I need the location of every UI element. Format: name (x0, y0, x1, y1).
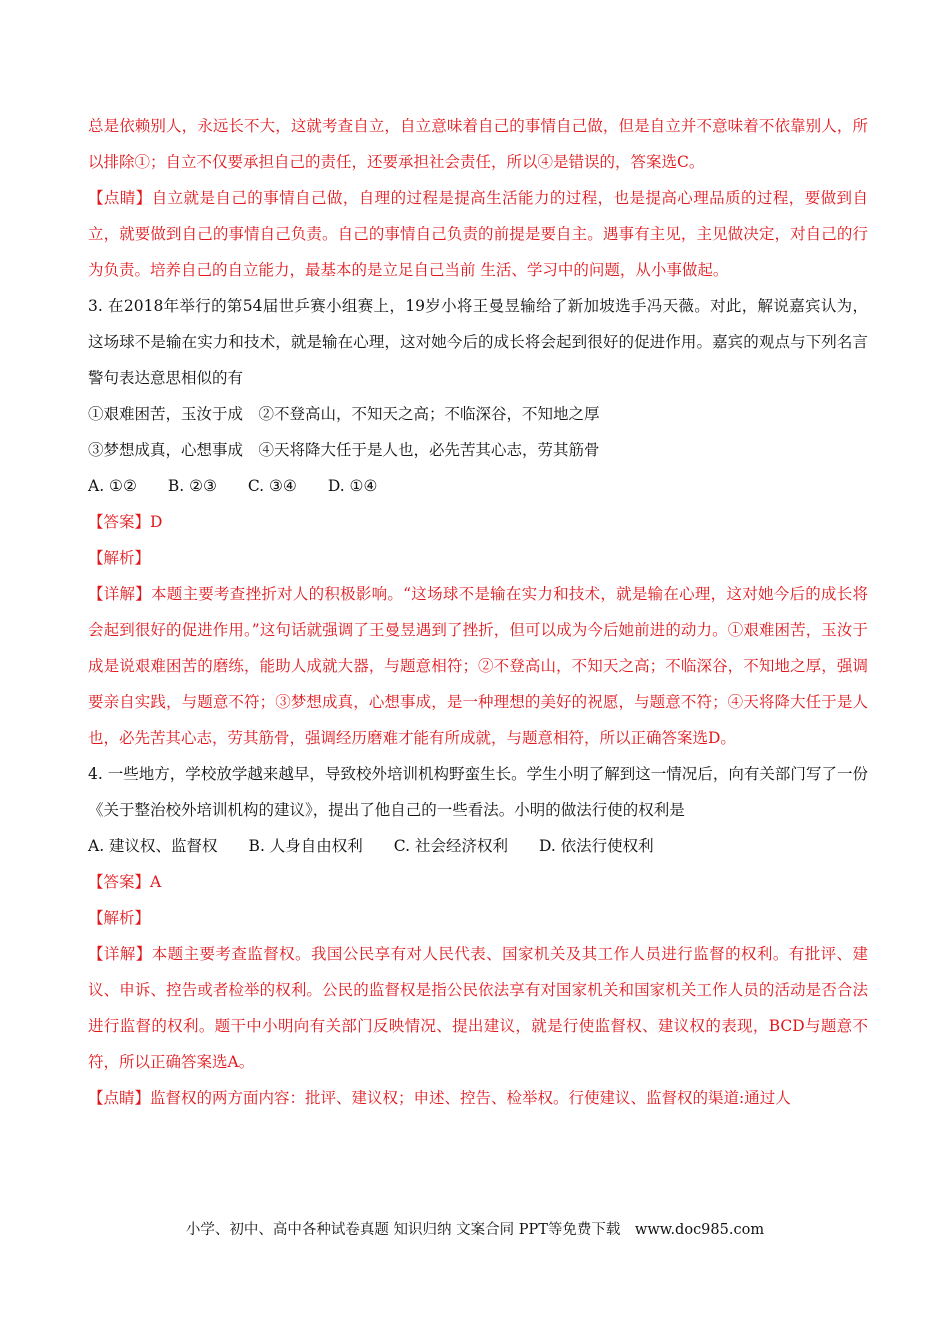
question-4-answer: 【答案】A (88, 873, 162, 891)
key-point-2: 【点睛】自立就是自己的事情自己做，自理的过程是提高生活能力的过程，也是提高心理品质的过程，要做到自立，就要做到自己的事情自己负责。自己的事情自己负责的前提是要自主。遇事有主见，主见做决定，对自己的行为负责。培养自己的自立能力，最基本的是立足自己当前 生活、学习中的问题，从小事做起。 (88, 189, 868, 279)
question-4-analysis-heading: 【解析】 (88, 909, 151, 927)
question-4-key-point: 【点睛】监督权的两方面内容：批评、建议权；申述、控告、检举权。行使建议、监督权的渠道:通过人 (88, 1089, 791, 1107)
page-footer: 小学、初中、高中各种试卷真题 知识归纳 文案合同 PPT等免费下载 www.doc985.com (185, 1222, 765, 1238)
page-content (88, 108, 868, 1116)
answer-explanation-continued: 总是依赖别人，永远长不大，这就考查自立，自立意味着自己的事情自己做，但是自立并不意味着不依靠别人，所以排除①；自立不仅要承担自己的责任，还要承担社会责任，所以④是错误的，答案选C。 (88, 117, 868, 171)
question-3-options: A. ①② B. ②③ C. ③④ D. ①④ (88, 477, 378, 495)
question-3-stem: 3. 在2018年举行的第54届世乒赛小组赛上，19岁小将王曼昱输给了新加坡选手冯天薇。对此，解说嘉宾认为，这场球不是输在实力和技术，就是输在心理，这对她今后的成长将会起到很好的促进作用。嘉宾的观点与下列名言警句表达意思相似的有 (88, 297, 868, 387)
question-3-statements-1: ①艰难困苦，玉汝于成 ②不登高山，不知天之高；不临深谷，不知地之厚 (88, 405, 600, 423)
question-3-answer: 【答案】D (88, 513, 163, 531)
question-4-options: A. 建议权、监督权 B. 人身自由权利 C. 社会经济权利 D. 依法行使权利 (88, 837, 654, 855)
question-3-statements-2: ③梦想成真，心想事成 ④天将降大任于是人也，必先苦其心志，劳其筋骨 (88, 441, 600, 459)
question-3-analysis-heading: 【解析】 (88, 549, 151, 567)
question-3-detail: 【详解】本题主要考查挫折对人的积极影响。“这场球不是输在实力和技术，就是输在心理，这对她今后的成长将会起到很好的促进作用。”这句话就强调了王曼昱遇到了挫折，但可以成为今后她前进的动力。①艰难困苦，玉汝于成是说艰难困苦的磨练，能助人成就大器，与题意相符；②不登高山，不知天之高；不临深谷，不知地之厚，强调要亲自实践，与题意不符；③梦想成真，心想事成，是一种理想的美好的祝愿，与题意不符；④天将降大任于是人也，必先苦其心志，劳其筋骨，强调经历磨难才能有所成就，与题意相符，所以正确答案选D。 (88, 585, 868, 747)
question-4-detail: 【详解】本题主要考查监督权。我国公民享有对人民代表、国家机关及其工作人员进行监督的权利。有批评、建议、申诉、控告或者检举的权利。公民的监督权是指公民依法享有对国家机关和国家机关工作人员的活动是否合法进行监督的权利。题干中小明向有关部门反映情况、提出建议，就是行使监督权、建议权的表现，BCD与题意不符，所以正确答案选A。 (88, 945, 868, 1071)
question-4-stem: 4. 一些地方，学校放学越来越早，导致校外培训机构野蛮生长。学生小明了解到这一情况后，向有关部门写了一份《关于整治校外培训机构的建议》，提出了他自己的一些看法。小明的做法行使的权利是 (88, 765, 868, 819)
